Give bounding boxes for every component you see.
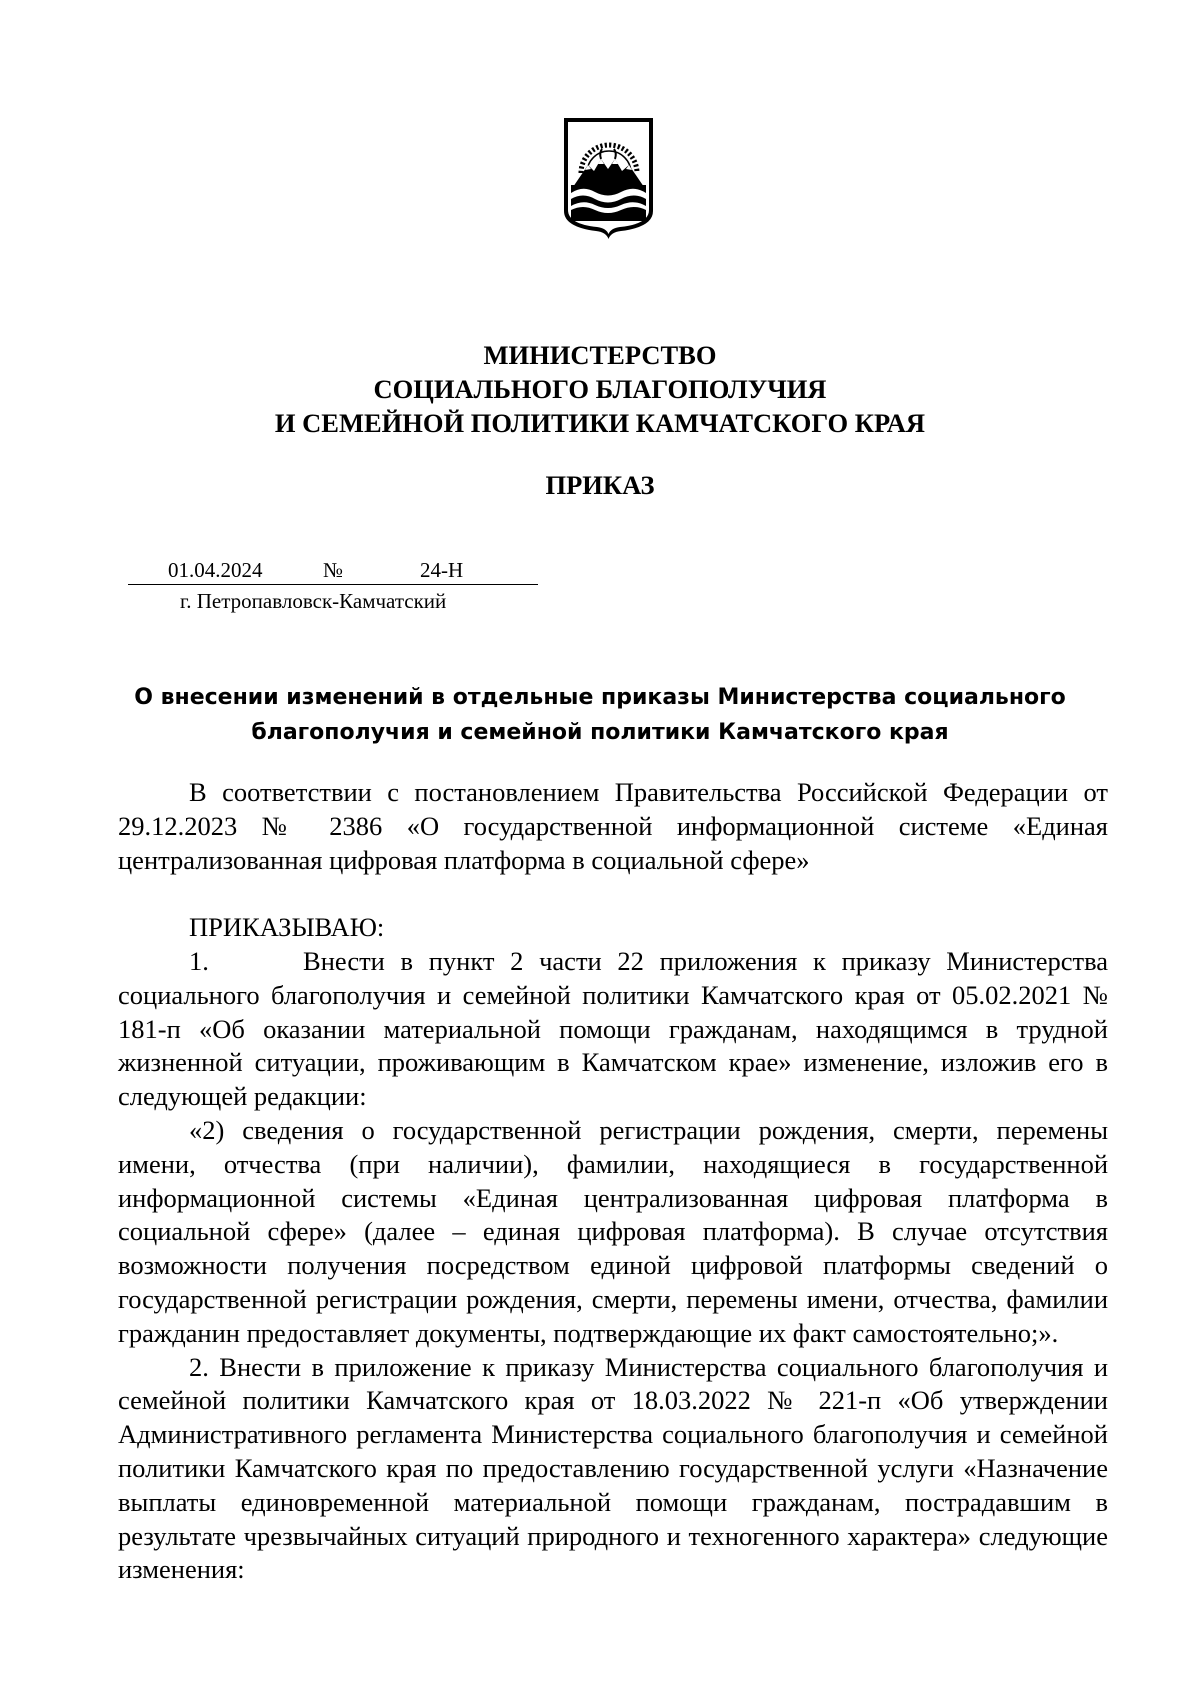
order-date: 01.04.2024 xyxy=(168,558,263,582)
ministry-name-line-3: И СЕМЕЙНОЙ ПОЛИТИКИ КАМЧАТСКОГО КРАЯ xyxy=(274,408,926,438)
order-word: ПРИКАЗЫВАЮ: xyxy=(189,912,385,943)
document-type-title: ПРИКАЗ xyxy=(545,470,655,500)
coat-of-arms-icon xyxy=(561,115,656,242)
order-subject-line-1: О внесении изменений в отдельные приказы Министерства социального xyxy=(134,685,1066,710)
item-1-quote-paragraph: «2) сведения о государственной регистрации рождения, смерти, перемены имени, отчества (при наличии), фамилии, находящиеся в государственной информационной системы «Единая централизованная цифровая платформа в социальной сфере» (далее – единая цифровая платформа). В случае отсутствия возможности получения посредством единой цифровой платформы сведений о государственной регистрации рождения, смерти, перемены имени, отчества, фамилии гражданин предоставляет документы, подтверждающие их факт самостоятельно;». xyxy=(118,1114,1108,1348)
item-2-paragraph: 2. Внести в приложение к приказу Министерства социального благополучия и семейной политики Камчатского края от 18.03.2022 № 221-п «Об утверждении Административного регламента Министерства социального благополучия и семейной политики Камчатского края по предоставлению государственной услуги «Назначение выплаты единовременной материальной помощи гражданам, пострадавшим в результате чрезвычайных ситуаций природного и техногенного характера» следующие изменения: xyxy=(118,1351,1108,1585)
ministry-name-line-1: МИНИСТЕРСТВО xyxy=(483,340,717,370)
ministry-name-line-2: СОЦИАЛЬНОГО БЛАГОПОЛУЧИЯ xyxy=(373,374,827,404)
number-sign: № xyxy=(323,558,344,582)
order-body xyxy=(118,776,1108,1587)
registration-line xyxy=(128,556,538,585)
order-number: 24-Н xyxy=(420,558,464,582)
issue-place: г. Петропавловск-Камчатский xyxy=(180,589,447,613)
order-subject-line-2: благополучия и семейной политики Камчатского края xyxy=(251,720,949,745)
item-1-paragraph: 1. Внести в пункт 2 части 22 приложения к приказу Министерства социального благополучия и семейной политики Камчатского края от 05.02.2021 № 181-п «Об оказании материальной помощи гражданам, находящимся в трудной жизненной ситуации, проживающим в Камчатском крае» изменение, изложив его в следующей редакции: xyxy=(118,945,1108,1112)
preamble-paragraph: В соответствии с постановлением Правительства Российской Федерации от 29.12.2023 № 2386 «О государственной информационной системе «Единая централизованная цифровая платформа в социальной сфере» xyxy=(118,777,1108,875)
order-subject xyxy=(0,680,1200,750)
